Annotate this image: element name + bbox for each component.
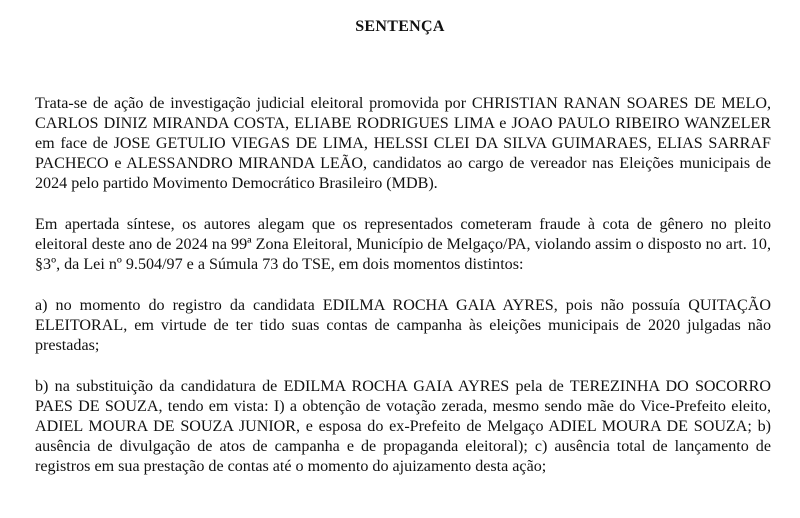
paragraph-item-b: b) na substituição da candidatura de EDILMA ROCHA GAIA AYRES pela de TEREZINHA DO SOCORRO PAES DE SOUZA, tendo em vista: I) a obtenção de votação zerada, mesmo sendo mãe do Vice-Prefeito eleito, ADIEL MOURA DE SOUZA JUNIOR, e esposa do ex-Prefeito de Melgaço ADIEL MOURA DE SOUZA; b) ausência de divulgação de atos de campanha e de propaganda eleitoral); c) ausência total de lançamento de registros em sua prestação de contas até o momento do ajuizamento desta ação; — [35, 378, 771, 475]
paragraph-item-a: a) no momento do registro da candidata EDILMA ROCHA GAIA AYRES, pois não possuía QUITAÇÃO ELEITORAL, em virtude de ter tido suas contas de campanha às eleições municipais de 2020 julgadas não prestadas; — [35, 297, 771, 354]
document-title: SENTENÇA — [355, 18, 445, 35]
paragraph-intro: Trata-se de ação de investigação judicial eleitoral promovida por CHRISTIAN RANAN SOARES DE MELO, CARLOS DINIZ MIRANDA COSTA, ELIABE RODRIGUES LIMA e JOAO PAULO RIBEIRO WANZELER em face de JOSE GETULIO VIEGAS DE LIMA, HELSSI CLEI DA SILVA GUIMARAES, ELIAS SARRAF PACHECO e ALESSANDRO MIRANDA LEÃO, candidatos ao cargo de vereador nas Eleições municipais de 2024 pelo partido Movimento Democrático Brasileiro (MDB). — [35, 95, 771, 192]
paragraph-summary: Em apertada síntese, os autores alegam que os representados cometeram fraude à cota de gênero no pleito eleitoral deste ano de 2024 na 99ª Zona Eleitoral, Município de Melgaço/PA, violando assim o disposto no art. 10, §3º, da Lei nº 9.504/97 e a Súmula 73 do TSE, em dois momentos distintos: — [35, 216, 771, 273]
document-body — [35, 94, 771, 498]
